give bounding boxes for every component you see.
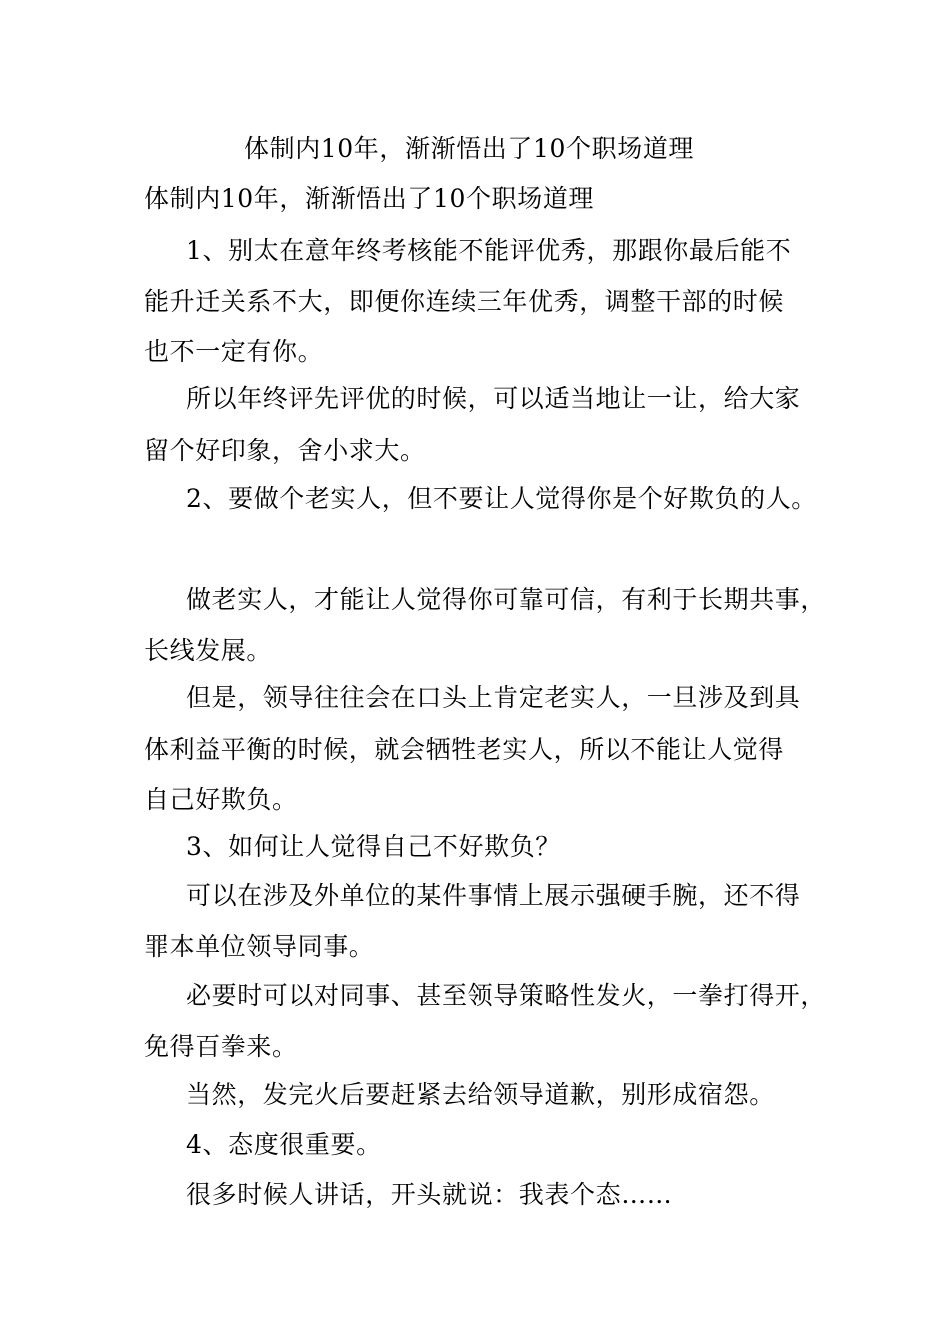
paragraph-line: 长线发展。 <box>144 636 273 665</box>
paragraph-line: 很多时候人讲话，开头就说：我表个态…… <box>186 1180 673 1209</box>
paragraph-line: 做老实人，才能让人觉得你可靠可信，有利于长期共事， <box>186 585 827 614</box>
section-heading: 4、态度很重要。 <box>186 1130 382 1159</box>
paragraph-line: 也不一定有你。 <box>144 337 324 366</box>
paragraph-line: 体利益平衡的时候，就会牺牲老实人，所以不能让人觉得 <box>144 735 785 764</box>
section-heading: 2、要做个老实人，但不要让人觉得你是个好欺负的人。 <box>186 484 817 513</box>
paragraph-line: 1、别太在意年终考核能不能评优秀，那跟你最后能不 <box>186 236 792 265</box>
paragraph-line: 可以在涉及外单位的某件事情上展示强硬手腕，还不得 <box>186 881 801 910</box>
paragraph-line: 留个好印象，舍小求大。 <box>144 436 426 465</box>
paragraph-line: 免得百拳来。 <box>144 1032 298 1061</box>
paragraph-line: 自己好欺负。 <box>144 785 298 814</box>
document-title: 体制内10年，渐渐悟出了10个职场道理 <box>244 134 695 163</box>
subtitle-line: 体制内10年，渐渐悟出了10个职场道理 <box>144 184 595 213</box>
paragraph-line: 必要时可以对同事、甚至领导策略性发火，一拳打得开， <box>186 981 827 1010</box>
paragraph-line: 所以年终评先评优的时候，可以适当地让一让，给大家 <box>186 384 801 413</box>
paragraph-line: 当然，发完火后要赶紧去给领导道歉，别形成宿怨。 <box>186 1080 775 1109</box>
paragraph-line: 能升迁关系不大，即便你连续三年优秀，调整干部的时候 <box>144 287 785 316</box>
section-heading: 3、如何让人觉得自己不好欺负？ <box>186 832 561 861</box>
paragraph-line: 罪本单位领导同事。 <box>144 932 375 961</box>
paragraph-line: 但是，领导往往会在口头上肯定老实人，一旦涉及到具 <box>186 683 801 712</box>
